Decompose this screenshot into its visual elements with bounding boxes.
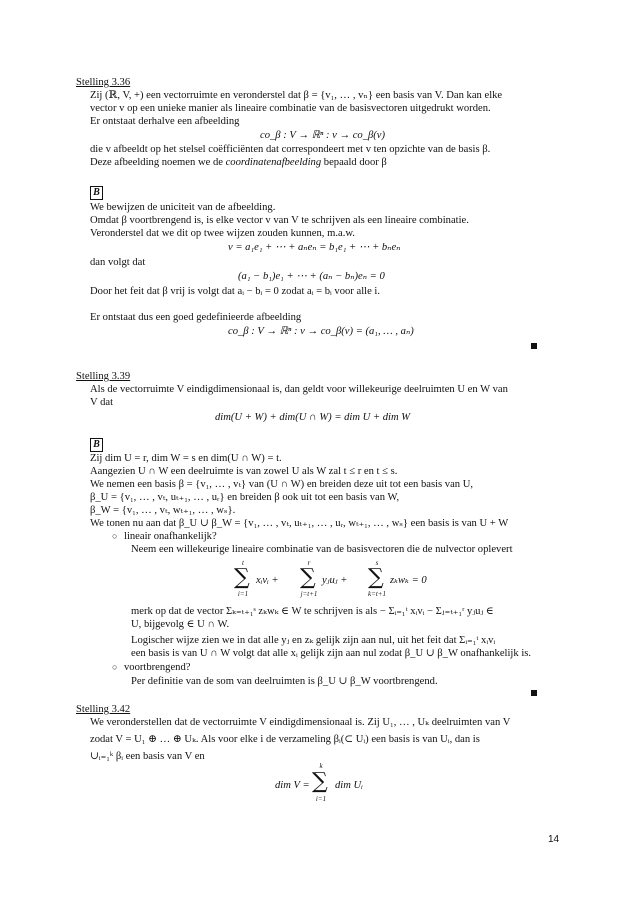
text-line: een basis is van U ∩ W volgt dat alle xᵢ gelijk zijn aan nul zodat β_U ∪ β_W onafhankelijk is. [131, 648, 532, 659]
text-line: Per definitie van de som van deelruimten is β_U ∪ β_W voortbrengend. [131, 676, 438, 687]
list-item: voortbrengend? [124, 662, 191, 673]
text-line: ∪ᵢ₌₁ᵏ βᵢ een basis van V en [90, 751, 205, 762]
text-line: merk op dat de vector Σₖ₌ₜ₊₁ˢ zₖwₖ ∈ W te schrijven is als − Σᵢ₌₁ᵗ xᵢvᵢ − Σⱼ₌ₜ₊₁ʳ yⱼuⱼ ∈ [131, 606, 494, 617]
text-line: dan volgt dat [90, 257, 146, 268]
bullet-marker: ○ [112, 662, 118, 672]
equation: v = a₁e₁ + ⋯ + aₙeₙ = b₁e₁ + ⋯ + bₙeₙ [228, 242, 401, 253]
text-line: vector v op een unieke manier als lineaire combinatie van de basisvectoren uitgedrukt worden. [90, 103, 491, 114]
sum-term: yⱼuⱼ + [322, 575, 348, 586]
sum-upper-limit: t [242, 559, 244, 567]
text-line: Neem een willekeurige lineaire combinatie van de basisvectoren die de nulvector oplevert [131, 544, 513, 555]
text-line [90, 156, 387, 169]
text-line: Zij dim U = r, dim W = s en dim(U ∩ W) = t. [90, 453, 282, 464]
sum-upper-limit: s [375, 559, 379, 567]
text-line: We veronderstellen dat de vectorruimte V eindigdimensionaal is. Zij U₁, … , Uₖ deelruimten van V [90, 717, 511, 728]
text-line: Logischer wijze zien we in dat alle yⱼ en zₖ gelijk zijn aan nul, uit het feit dat Σᵢ₌₁ᵗ xᵢvᵢ [131, 635, 496, 646]
sum-lower-limit: j=t+1 [300, 590, 318, 598]
text-line: β_U = {v₁, … , vₜ, uₜ₊₁, … , uᵣ} en breiden β ook uit tot een basis van W, [90, 492, 400, 503]
equation: (a₁ − b₁)e₁ + ⋯ + (aₙ − bₙ)eₙ = 0 [238, 271, 385, 282]
text-line: zodat V = U₁ ⊕ … ⊕ Uₖ. Als voor elke i de verzameling βᵢ(⊂ Uᵢ) een basis is van Uᵢ, dan is [90, 734, 480, 745]
proof-box: B [90, 438, 103, 452]
sum-upper-limit: k [319, 762, 323, 770]
equation: co_β : V → ℝⁿ : v → co_β(v) [260, 130, 386, 141]
text-line: U, bijgevolg ∈ U ∩ W. [131, 619, 230, 630]
text-line: Als de vectorruimte V eindigdimensionaal is, dan geldt voor willekeurige deelruimten U en W van [90, 384, 508, 395]
bullet-marker: ○ [112, 531, 118, 541]
list-item: lineair onafhankelijk? [124, 531, 217, 542]
text-line: V dat [90, 397, 114, 408]
proof-box: B [90, 186, 103, 200]
text-run: bepaald door β [321, 157, 387, 168]
sum-symbol: ∑ [234, 565, 250, 590]
qed-square [531, 690, 537, 696]
sum-symbol: ∑ [368, 565, 384, 590]
theorem-heading: Stelling 3.42 [76, 704, 131, 715]
emphasis-term: coordinatenafbeelding [225, 157, 322, 168]
text-line: Aangezien U ∩ W een deelruimte is van zowel U als W zal t ≤ r en t ≤ s. [90, 466, 398, 477]
theorem-heading: Stelling 3.39 [76, 371, 131, 382]
sum-lower-limit: i=1 [315, 795, 327, 803]
sum-symbol: ∑ [312, 769, 328, 794]
text-line: Zij (ℝ, V, +) een vectorruimte en veronderstel dat β = {v₁, … , vₙ} een basis van V. Dan kan elke [90, 90, 503, 101]
equation-right: dim Uᵢ [335, 780, 363, 791]
page-number: 14 [548, 834, 560, 845]
text-line: Veronderstel dat we dit op twee wijzen zouden kunnen, m.a.w. [90, 228, 355, 239]
equation-left: dim V = [275, 780, 310, 791]
sum-term: zₖwₖ = 0 [390, 575, 427, 586]
sum-symbol: ∑ [300, 565, 316, 590]
sum-lower-limit: i=1 [237, 590, 249, 598]
text-line: Er ontstaat dus een goed gedefinieerde afbeelding [90, 312, 302, 323]
text-line: die v afbeeldt op het stelsel coëfficiënten dat correspondeert met v ten opzichte van de basis β. [90, 144, 491, 155]
text-line: We bewijzen de uniciteit van de afbeelding. [90, 202, 276, 213]
equation: dim(U + W) + dim(U ∩ W) = dim U + dim W [215, 412, 411, 423]
sum-lower-limit: k=t+1 [368, 590, 386, 598]
qed-square [531, 343, 537, 349]
sum-upper-limit: r [307, 559, 311, 567]
text-line: We nemen een basis β = {v₁, … , vₜ} van (U ∩ W) en breiden deze uit tot een basis van U, [90, 479, 474, 490]
text-line: We tonen nu aan dat β_U ∪ β_W = {v₁, … , vₜ, uₜ₊₁, … , uᵣ, wₜ₊₁, … , wₛ} een basis is van U + W [90, 518, 509, 529]
sum-term: xᵢvᵢ + [256, 575, 279, 586]
text-line: Omdat β voortbrengend is, is elke vector v van V te schrijven als een lineaire combinatie. [90, 215, 469, 226]
text-run: Deze afbeelding noemen we de [90, 157, 226, 168]
equation: co_β : V → ℝⁿ : v → co_β(v) = (a₁, … , aₙ) [228, 326, 414, 337]
theorem-heading: Stelling 3.36 [76, 77, 131, 88]
text-line: Er ontstaat derhalve een afbeelding [90, 116, 240, 127]
text-line: β_W = {v₁, … , vₜ, wₜ₊₁, … , wₛ}. [90, 505, 236, 516]
text-line: Door het feit dat β vrij is volgt dat aᵢ − bᵢ = 0 zodat aᵢ = bᵢ voor alle i. [90, 286, 381, 297]
